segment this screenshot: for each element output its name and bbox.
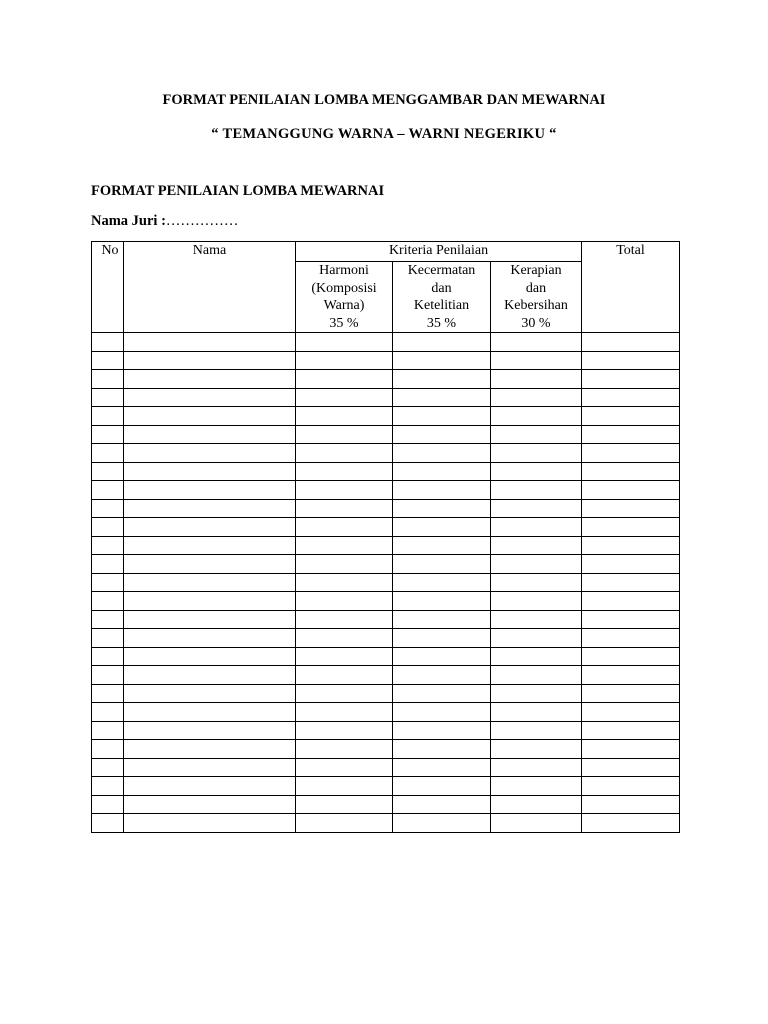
cell-nama — [124, 518, 296, 537]
cell-kerapian — [491, 536, 582, 555]
cell-harmoni — [296, 703, 393, 722]
criterion-line: (Komposisi — [311, 280, 377, 296]
criterion-line: Ketelitian — [413, 298, 470, 313]
cell-kerapian — [491, 351, 582, 370]
cell-no — [92, 462, 124, 481]
cell-kerapian — [491, 721, 582, 740]
header-no: No — [92, 242, 124, 333]
cell-total — [582, 333, 680, 352]
cell-no — [92, 351, 124, 370]
cell-nama — [124, 629, 296, 648]
cell-kecermatan — [393, 444, 491, 463]
cell-kerapian — [491, 407, 582, 426]
header-kriteria: Kriteria Penilaian — [296, 242, 582, 262]
cell-nama — [124, 499, 296, 518]
cell-nama — [124, 721, 296, 740]
juri-value: …………… — [165, 213, 239, 229]
cell-no — [92, 573, 124, 592]
table-row — [92, 481, 680, 500]
cell-kecermatan — [393, 610, 491, 629]
cell-total — [582, 795, 680, 814]
cell-kerapian — [491, 462, 582, 481]
cell-nama — [124, 536, 296, 555]
cell-nama — [124, 407, 296, 426]
table-row — [92, 388, 680, 407]
header-row — [92, 242, 680, 262]
criterion-weight: 35 % — [426, 315, 457, 331]
cell-harmoni — [296, 370, 393, 389]
header-total: Total — [582, 242, 680, 333]
cell-kecermatan — [393, 425, 491, 444]
cell-kerapian — [491, 629, 582, 648]
cell-kecermatan — [393, 388, 491, 407]
cell-no — [92, 592, 124, 611]
table-row — [92, 721, 680, 740]
cell-kerapian — [491, 684, 582, 703]
table-row — [92, 592, 680, 611]
table-row — [92, 814, 680, 833]
table-row — [92, 795, 680, 814]
cell-nama — [124, 610, 296, 629]
cell-harmoni — [296, 351, 393, 370]
cell-total — [582, 758, 680, 777]
cell-harmoni — [296, 555, 393, 574]
cell-total — [582, 666, 680, 685]
cell-kerapian — [491, 555, 582, 574]
criterion-weight: 30 % — [521, 315, 551, 331]
cell-total — [582, 629, 680, 648]
cell-nama — [124, 425, 296, 444]
cell-total — [582, 777, 680, 796]
cell-no — [92, 518, 124, 537]
cell-kerapian — [491, 370, 582, 389]
cell-harmoni — [296, 592, 393, 611]
cell-total — [582, 684, 680, 703]
cell-harmoni — [296, 740, 393, 759]
cell-kecermatan — [393, 721, 491, 740]
table-row — [92, 536, 680, 555]
cell-no — [92, 666, 124, 685]
cell-total — [582, 499, 680, 518]
cell-harmoni — [296, 795, 393, 814]
cell-no — [92, 740, 124, 759]
criterion-line: Kebersihan — [504, 298, 568, 313]
table-row — [92, 333, 680, 352]
cell-kecermatan — [393, 740, 491, 759]
criterion-line: dan — [525, 280, 547, 296]
cell-nama — [124, 814, 296, 833]
juri-line — [91, 213, 238, 230]
cell-harmoni — [296, 573, 393, 592]
cell-nama — [124, 777, 296, 796]
cell-kerapian — [491, 518, 582, 537]
cell-no — [92, 647, 124, 666]
cell-kerapian — [491, 388, 582, 407]
cell-no — [92, 407, 124, 426]
table-row — [92, 555, 680, 574]
table-row — [92, 684, 680, 703]
header-nama: Nama — [124, 242, 296, 333]
table-row — [92, 629, 680, 648]
cell-nama — [124, 703, 296, 722]
cell-total — [582, 555, 680, 574]
cell-no — [92, 370, 124, 389]
cell-no — [92, 333, 124, 352]
cell-total — [582, 425, 680, 444]
table-row — [92, 351, 680, 370]
cell-nama — [124, 370, 296, 389]
cell-kecermatan — [393, 814, 491, 833]
criterion-harmoni — [296, 262, 393, 333]
cell-no — [92, 758, 124, 777]
section-heading: FORMAT PENILAIAN LOMBA MEWARNAI — [91, 183, 385, 199]
table-row — [92, 444, 680, 463]
cell-total — [582, 536, 680, 555]
cell-kecermatan — [393, 518, 491, 537]
cell-kecermatan — [393, 333, 491, 352]
cell-kerapian — [491, 592, 582, 611]
criterion-line: dan — [431, 280, 452, 296]
cell-kecermatan — [393, 462, 491, 481]
cell-total — [582, 481, 680, 500]
cell-nama — [124, 795, 296, 814]
cell-total — [582, 518, 680, 537]
cell-nama — [124, 444, 296, 463]
table-row — [92, 703, 680, 722]
cell-harmoni — [296, 629, 393, 648]
cell-no — [92, 388, 124, 407]
cell-kerapian — [491, 703, 582, 722]
cell-nama — [124, 758, 296, 777]
cell-no — [92, 629, 124, 648]
cell-total — [582, 740, 680, 759]
cell-kecermatan — [393, 370, 491, 389]
criterion-weight: 35 % — [329, 315, 359, 331]
cell-kecermatan — [393, 777, 491, 796]
cell-harmoni — [296, 518, 393, 537]
cell-harmoni — [296, 499, 393, 518]
cell-nama — [124, 647, 296, 666]
cell-kecermatan — [393, 758, 491, 777]
cell-total — [582, 703, 680, 722]
table-row — [92, 573, 680, 592]
cell-harmoni — [296, 684, 393, 703]
cell-no — [92, 684, 124, 703]
cell-kecermatan — [393, 481, 491, 500]
cell-no — [92, 444, 124, 463]
cell-total — [582, 462, 680, 481]
cell-no — [92, 721, 124, 740]
cell-no — [92, 814, 124, 833]
cell-harmoni — [296, 666, 393, 685]
cell-nama — [124, 684, 296, 703]
cell-kecermatan — [393, 351, 491, 370]
cell-kecermatan — [393, 703, 491, 722]
cell-harmoni — [296, 444, 393, 463]
table-row — [92, 499, 680, 518]
cell-harmoni — [296, 462, 393, 481]
cell-total — [582, 721, 680, 740]
cell-kecermatan — [393, 407, 491, 426]
document-title: FORMAT PENILAIAN LOMBA MENGGAMBAR DAN MEWARNAI — [162, 92, 606, 108]
document-subtitle: “ TEMANGGUNG WARNA – WARNI NEGERIKU “ — [211, 126, 557, 142]
cell-no — [92, 610, 124, 629]
cell-no — [92, 481, 124, 500]
cell-kerapian — [491, 740, 582, 759]
criterion-kecermatan — [393, 262, 491, 333]
cell-kerapian — [491, 777, 582, 796]
cell-harmoni — [296, 425, 393, 444]
cell-total — [582, 647, 680, 666]
cell-kerapian — [491, 814, 582, 833]
cell-no — [92, 555, 124, 574]
table-row — [92, 407, 680, 426]
cell-harmoni — [296, 481, 393, 500]
juri-label: Nama Juri : — [91, 213, 166, 229]
cell-harmoni — [296, 536, 393, 555]
cell-nama — [124, 555, 296, 574]
cell-kecermatan — [393, 555, 491, 574]
cell-nama — [124, 592, 296, 611]
cell-kerapian — [491, 666, 582, 685]
cell-kecermatan — [393, 795, 491, 814]
cell-nama — [124, 740, 296, 759]
cell-harmoni — [296, 610, 393, 629]
criterion-line: Kecermatan — [407, 263, 476, 278]
cell-kecermatan — [393, 499, 491, 518]
cell-kerapian — [491, 499, 582, 518]
cell-kecermatan — [393, 629, 491, 648]
table-row — [92, 462, 680, 481]
cell-no — [92, 777, 124, 796]
cell-kerapian — [491, 444, 582, 463]
criterion-line: Kerapian — [510, 263, 562, 278]
table-row — [92, 666, 680, 685]
cell-nama — [124, 388, 296, 407]
cell-kerapian — [491, 425, 582, 444]
cell-harmoni — [296, 647, 393, 666]
criterion-line: Harmoni — [319, 263, 369, 278]
cell-harmoni — [296, 758, 393, 777]
cell-nama — [124, 481, 296, 500]
cell-total — [582, 592, 680, 611]
cell-total — [582, 351, 680, 370]
cell-no — [92, 536, 124, 555]
cell-kerapian — [491, 758, 582, 777]
cell-nama — [124, 462, 296, 481]
criterion-line: Warna) — [323, 298, 365, 313]
cell-no — [92, 703, 124, 722]
cell-harmoni — [296, 721, 393, 740]
cell-kerapian — [491, 610, 582, 629]
table-row — [92, 370, 680, 389]
cell-nama — [124, 333, 296, 352]
cell-kecermatan — [393, 647, 491, 666]
criterion-kerapian — [491, 262, 582, 333]
cell-kerapian — [491, 481, 582, 500]
cell-kecermatan — [393, 592, 491, 611]
cell-kecermatan — [393, 536, 491, 555]
cell-total — [582, 814, 680, 833]
cell-total — [582, 370, 680, 389]
cell-no — [92, 425, 124, 444]
cell-nama — [124, 351, 296, 370]
cell-kecermatan — [393, 573, 491, 592]
cell-kecermatan — [393, 684, 491, 703]
table-row — [92, 740, 680, 759]
cell-kerapian — [491, 573, 582, 592]
cell-kerapian — [491, 333, 582, 352]
cell-harmoni — [296, 814, 393, 833]
cell-total — [582, 610, 680, 629]
cell-no — [92, 795, 124, 814]
cell-total — [582, 444, 680, 463]
cell-nama — [124, 573, 296, 592]
cell-kecermatan — [393, 666, 491, 685]
table-row — [92, 610, 680, 629]
cell-kerapian — [491, 647, 582, 666]
cell-total — [582, 388, 680, 407]
table-row — [92, 425, 680, 444]
cell-harmoni — [296, 333, 393, 352]
cell-harmoni — [296, 407, 393, 426]
table-row — [92, 758, 680, 777]
cell-harmoni — [296, 388, 393, 407]
cell-total — [582, 573, 680, 592]
table-row — [92, 777, 680, 796]
table-row — [92, 518, 680, 537]
cell-no — [92, 499, 124, 518]
table-row — [92, 647, 680, 666]
cell-nama — [124, 666, 296, 685]
score-table — [91, 241, 680, 833]
cell-kerapian — [491, 795, 582, 814]
cell-total — [582, 407, 680, 426]
cell-harmoni — [296, 777, 393, 796]
